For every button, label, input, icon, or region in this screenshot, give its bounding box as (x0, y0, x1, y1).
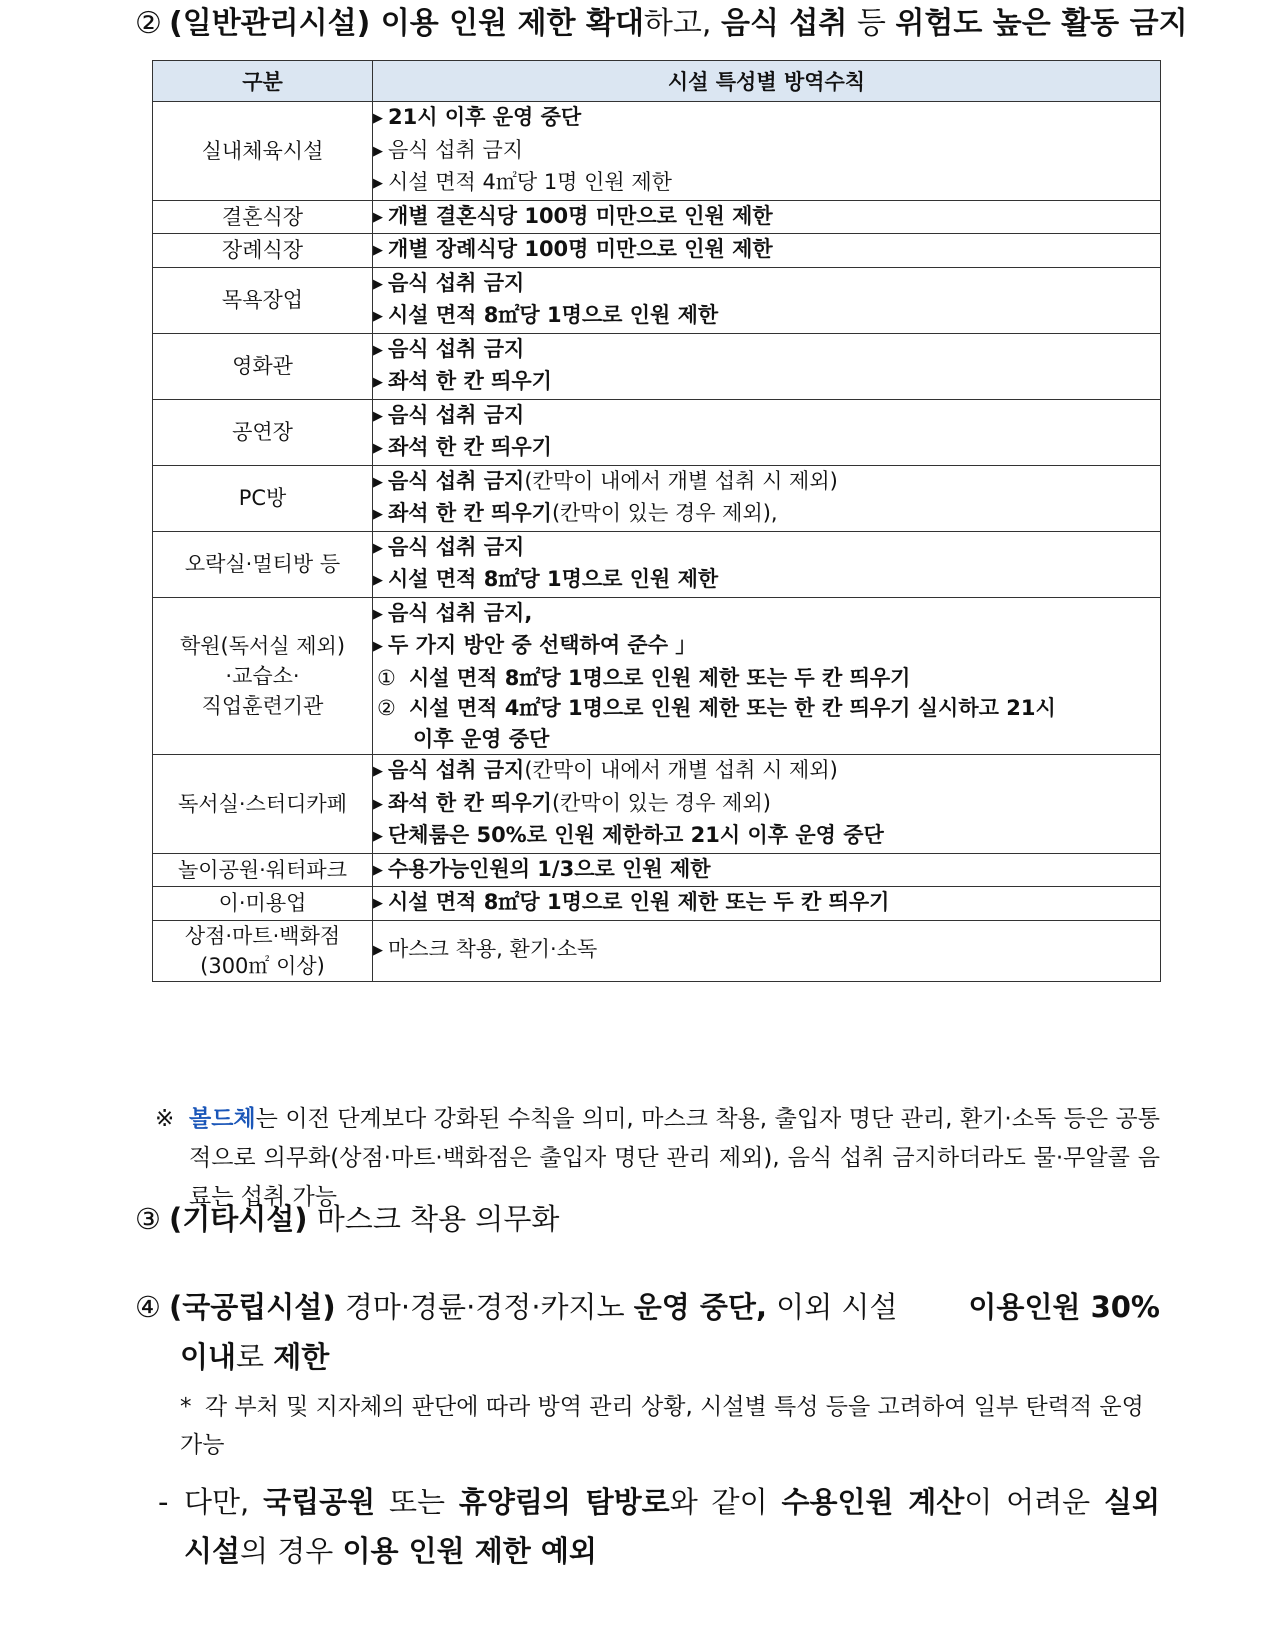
measure-item (373, 466, 1160, 499)
triangle-right-icon: ▶ (373, 540, 383, 556)
dash-note-part: 이용 인원 제한 예외 (342, 1534, 597, 1568)
table-row (153, 102, 1161, 201)
facility-category (153, 102, 373, 201)
measure-text: 음식 섭취 금지 (388, 270, 525, 295)
facility-category-line: 학원(독서실 제외) (179, 633, 346, 658)
section-2-heading (135, 4, 1188, 44)
facility-category (153, 920, 373, 981)
table-row (153, 597, 1161, 755)
facility-category-line: 결혼식장 (221, 204, 304, 229)
heading2-part: 음식 섭취 (720, 6, 848, 41)
section3-part: (기타시설) (169, 1202, 308, 1236)
table-header-row (153, 61, 1161, 102)
measure-item (373, 755, 1160, 788)
dash-note (158, 1478, 1160, 1576)
facility-category (153, 234, 373, 268)
dash-mark: - (158, 1485, 169, 1519)
facility-category (153, 399, 373, 465)
facility-category-line: 목욕장업 (221, 288, 304, 312)
measure-item (373, 630, 1160, 663)
dash-note-part: 의 경우 (240, 1534, 343, 1568)
section4-part: 이내 (180, 1340, 237, 1374)
facility-category (153, 755, 373, 854)
section-4-text-a (169, 1290, 897, 1324)
section-4-line-2 (135, 1332, 1160, 1382)
heading2-part: 위험도 높은 활동 금지 (895, 6, 1188, 41)
note-mark: ※ (155, 1106, 175, 1132)
measure-item (373, 300, 1160, 333)
dash-note-part: 와 같이 (669, 1485, 782, 1519)
table-row (153, 531, 1161, 597)
triangle-right-icon: ▶ (373, 243, 383, 258)
measure-text: 좌석 한 칸 띄우기 (388, 790, 552, 815)
section4-part: 경마·경륜·경정·카지노 (335, 1290, 634, 1324)
triangle-right-icon: ▶ (373, 764, 383, 779)
header-category: 구분 (153, 61, 373, 102)
option-continuation-text: 이후 운영 중단 (413, 726, 550, 751)
facility-category (153, 597, 373, 755)
triangle-right-icon: ▶ (373, 309, 383, 324)
measure-text: (칸막이 내에서 개별 섭취 시 제외) (524, 468, 838, 493)
table-row (153, 887, 1161, 921)
heading2-part: 등 (847, 6, 896, 41)
facility-category-line: 상점·마트·백화점 (184, 923, 341, 948)
option-text: 시설 면적 8㎡당 1명으로 인원 제한 또는 두 칸 띄우기 (409, 665, 911, 690)
facility-measures (373, 267, 1161, 333)
header-measures: 시설 특성별 방역수칙 (373, 61, 1161, 102)
triangle-right-icon: ▶ (373, 209, 383, 225)
section-4 (135, 1282, 1160, 1382)
table-row (153, 200, 1161, 234)
measure-text: 음식 섭취 금지 (388, 402, 525, 427)
triangle-right-icon: ▶ (373, 111, 383, 126)
triangle-right-icon: ▶ (373, 606, 383, 622)
table-row (153, 234, 1161, 268)
measure-item (373, 934, 1160, 967)
measure-text: (칸막이 내에서 개별 섭취 시 제외) (524, 758, 838, 782)
option-text: 시설 면적 4㎡당 1명으로 인원 제한 또는 한 칸 띄우기 실시하고 21시 (409, 696, 1056, 720)
dash-note-part: 수용인원 계산 (781, 1485, 965, 1519)
facility-category-line: 직업훈련기관 (201, 693, 324, 718)
footnote-text: 각 부처 및 지자체의 판단에 따라 방역 관리 상황, 시설별 특성 등을 고려하여 일부 탄력적 운영 가능 (180, 1394, 1144, 1458)
triangle-right-icon: ▶ (373, 862, 383, 878)
measure-text: 시설 면적 8㎡당 1명으로 인원 제한 (388, 567, 719, 591)
option-number: ② (377, 696, 396, 720)
section-2-marker: ② (135, 6, 162, 41)
measure-option-line (377, 663, 1160, 694)
measure-text: 음식 섭취 금지 (388, 534, 525, 559)
measure-item (373, 167, 1160, 200)
facility-category (153, 200, 373, 234)
triangle-right-icon: ▶ (373, 342, 383, 358)
dash-note-line-1 (158, 1478, 1160, 1527)
facility-category (153, 333, 373, 399)
facility-category-line: 놀이공원·워터파크 (178, 857, 347, 882)
table-row (153, 853, 1161, 887)
triangle-right-icon: ▶ (373, 507, 383, 522)
note-highlight: 볼드체 (189, 1106, 256, 1132)
facility-measures (373, 465, 1161, 531)
measure-option (373, 663, 1160, 694)
measure-text: 수용가능인원의 1/3으로 인원 제한 (388, 856, 711, 881)
facility-category-line: 영화관 (232, 354, 293, 378)
measure-item (373, 234, 1160, 267)
facility-category (153, 853, 373, 887)
footnote (180, 1388, 1160, 1464)
triangle-right-icon: ▶ (373, 896, 383, 911)
section-4-line-1-wrap (135, 1282, 897, 1332)
measure-item (373, 598, 1160, 631)
section4-part: 운영 중단, (633, 1290, 767, 1324)
measure-text: 좌석 한 칸 띄우기 (388, 435, 552, 459)
facility-category-line: 장례식장 (221, 238, 304, 263)
facility-measures (373, 920, 1161, 981)
measure-item (373, 432, 1160, 465)
measure-item (373, 532, 1160, 565)
facility-measures (373, 200, 1161, 234)
option-number: ① (377, 665, 396, 690)
section-4-text-b (968, 1282, 1160, 1332)
dash-note-text-1 (184, 1478, 1160, 1527)
measure-item (373, 887, 1160, 920)
option-continuation (377, 724, 1160, 755)
measure-text: 시설 면적 4㎡당 1명 인원 제한 (388, 170, 672, 194)
triangle-right-icon: ▶ (373, 143, 383, 159)
dash-note-part: 또는 (375, 1485, 459, 1519)
facility-measures (373, 531, 1161, 597)
measure-item (373, 498, 1160, 531)
dash-note-part: 국립공원 (263, 1485, 376, 1519)
dash-note-part: 다만, (184, 1485, 264, 1519)
section4-part: 제한 (273, 1340, 330, 1374)
measure-text: 마스크 착용, 환기·소독 (388, 937, 598, 962)
table-row (153, 333, 1161, 399)
measure-text: 시설 면적 8㎡당 1명으로 인원 제한 (388, 303, 719, 327)
measure-text: 개별 결혼식당 100명 미만으로 인원 제한 (388, 203, 773, 228)
facility-category-line: 실내체육시설 (201, 138, 324, 163)
dash-note-part: 실외 (1104, 1485, 1161, 1519)
triangle-right-icon: ▶ (373, 474, 383, 490)
measure-item (373, 564, 1160, 597)
table-row (153, 267, 1161, 333)
measure-text: 단체룸은 50%로 인원 제한하고 21시 이후 운영 중단 (388, 823, 884, 847)
section-4-marker: ④ (135, 1290, 161, 1324)
measure-text: 좌석 한 칸 띄우기 (388, 501, 552, 525)
table-row (153, 920, 1161, 981)
dash-note-part: 시설 (184, 1534, 241, 1568)
facility-category-line: ·교습소· (225, 663, 300, 688)
measure-item (373, 201, 1160, 234)
table-body (153, 102, 1161, 982)
facility-category (153, 531, 373, 597)
triangle-right-icon: ▶ (373, 943, 383, 959)
facility-category-line: 공연장 (232, 420, 293, 444)
measure-text: 음식 섭취 금지 (388, 468, 525, 493)
measure-item (373, 854, 1160, 887)
facility-measures (373, 399, 1161, 465)
section4-part: 이외 시설 (766, 1290, 898, 1324)
measure-text: 좌석 한 칸 띄우기 (388, 369, 552, 393)
section4-part: 이용인원 30% (968, 1290, 1160, 1324)
facility-category-line: 오락실·멀티방 등 (184, 552, 341, 576)
section-3-text (169, 1202, 559, 1236)
quarantine-measures-table (152, 60, 1161, 982)
table-row (153, 755, 1161, 854)
note-body: 는 이전 단계보다 강화된 수칙을 의미, 마스크 착용, 출입자 명단 관리, 환기·소독 등은 공통적으로 의무화(상점·마트·백화점은 출입자 명단 관리 제외), 음식 섭취 금지하더라도 물·무알콜 음료는 섭취 가능 (189, 1106, 1160, 1210)
facility-category-line: 독서실·스터디카페 (178, 791, 347, 816)
dash-note-line-2 (158, 1527, 1160, 1576)
measure-option-line (377, 693, 1160, 724)
measure-text: 두 가지 방안 중 선택하여 준수 」 (388, 633, 697, 657)
triangle-right-icon: ▶ (373, 639, 383, 654)
measure-text: (칸막이 있는 경우 제외) (551, 790, 771, 815)
facility-measures (373, 853, 1161, 887)
table-row (153, 399, 1161, 465)
measure-item (373, 400, 1160, 433)
measure-option (373, 693, 1160, 754)
facility-category-line: (300㎡ 이상) (200, 953, 325, 978)
measure-text: 음식 섭취 금지 (388, 137, 524, 162)
measure-item (373, 268, 1160, 301)
facility-category-line: 이·미용업 (218, 891, 307, 916)
section-4-line-1 (135, 1282, 1160, 1332)
facility-measures (373, 755, 1161, 854)
measure-text: 개별 장례식당 100명 미만으로 인원 제한 (388, 237, 773, 261)
facility-category-line: PC방 (238, 486, 287, 510)
measure-text: 21시 이후 운영 중단 (388, 105, 582, 129)
measure-item (373, 366, 1160, 399)
section4-part: 로 (236, 1340, 274, 1374)
measure-item (373, 788, 1160, 821)
measure-text: 음식 섭취 금지, (388, 600, 533, 625)
triangle-right-icon: ▶ (373, 441, 383, 456)
measure-item (373, 102, 1160, 135)
measure-text: 음식 섭취 금지 (388, 336, 525, 361)
section4-part: (국공립시설) (169, 1290, 336, 1324)
facility-measures (373, 102, 1161, 201)
section-2-text (169, 6, 1188, 41)
triangle-right-icon: ▶ (373, 829, 383, 844)
facility-category (153, 887, 373, 921)
dash-note-part: 휴양림의 탐방로 (458, 1485, 670, 1519)
measure-text: 시설 면적 8㎡당 1명으로 인원 제한 또는 두 칸 띄우기 (388, 890, 890, 914)
dash-note-part: 이 어려운 (964, 1485, 1104, 1519)
heading2-part: 하고, (643, 6, 721, 41)
triangle-right-icon: ▶ (373, 375, 383, 390)
section3-part: 마스크 착용 의무화 (307, 1202, 560, 1236)
facility-measures (373, 333, 1161, 399)
facility-measures (373, 887, 1161, 921)
triangle-right-icon: ▶ (373, 573, 383, 588)
table-row (153, 465, 1161, 531)
triangle-right-icon: ▶ (373, 796, 383, 812)
measure-item (373, 820, 1160, 853)
section-3 (135, 1195, 1160, 1243)
heading2-part: (일반관리시설) 이용 인원 제한 확대 (169, 6, 644, 41)
facility-category (153, 267, 373, 333)
triangle-right-icon: ▶ (373, 408, 383, 424)
facility-measures (373, 597, 1161, 755)
measure-item (373, 334, 1160, 367)
measure-text: 음식 섭취 금지 (388, 758, 525, 782)
triangle-right-icon: ▶ (373, 276, 383, 292)
measure-item (373, 135, 1160, 168)
triangle-right-icon: ▶ (373, 176, 383, 191)
facility-measures (373, 234, 1161, 268)
footnote-mark: * (180, 1394, 192, 1420)
section-3-marker: ③ (135, 1202, 161, 1236)
measure-text: (칸막이 있는 경우 제외), (551, 501, 778, 525)
facility-category (153, 465, 373, 531)
